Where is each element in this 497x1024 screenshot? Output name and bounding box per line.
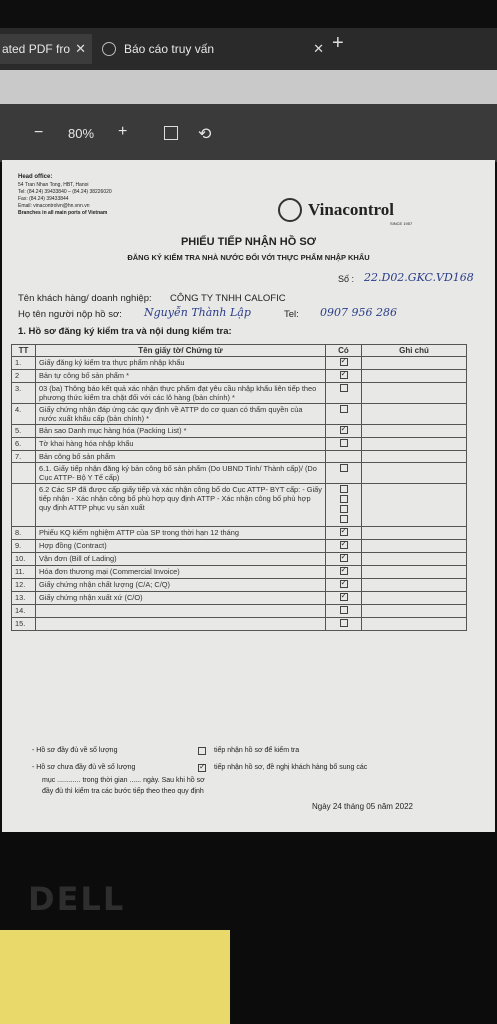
row-tt: 14. <box>12 605 36 618</box>
company-value: CÔNG TY TNHH CALOFIC <box>170 293 286 304</box>
checkbox[interactable] <box>340 528 348 536</box>
row-note <box>362 540 467 553</box>
globe-icon <box>102 42 116 56</box>
row-tt: 9. <box>12 540 36 553</box>
sticky-notes <box>0 930 230 1024</box>
row-co <box>326 579 362 592</box>
table-row <box>12 425 467 438</box>
fit-page-icon[interactable] <box>164 126 178 140</box>
table-row <box>12 451 467 463</box>
zoom-level: 80% <box>68 126 95 141</box>
pdf-toolbar <box>0 104 497 162</box>
row-co <box>326 527 362 540</box>
new-tab-button[interactable]: + <box>332 32 344 54</box>
row-note <box>362 370 467 383</box>
brand-name: Vinacontrol <box>308 200 394 219</box>
table-row <box>12 484 467 527</box>
so-label: Số : <box>338 274 355 284</box>
checkbox[interactable] <box>198 747 206 755</box>
row-tt: 7. <box>12 451 36 463</box>
col-tt: TT <box>12 345 36 357</box>
table-row <box>12 605 467 618</box>
row-note <box>362 553 467 566</box>
footer-line-2b: tiếp nhận hồ sơ, đề nghị khách hàng bổ sung các <box>214 764 368 771</box>
row-tt: 8. <box>12 527 36 540</box>
table-row <box>12 553 467 566</box>
row-doc-name: 6.1. Giấy tiếp nhận đăng ký bản công bố sản phẩm (Do UBND Tỉnh/ Thành cấp)/ (Do Cục ATTP- Bộ Y Tế cấp) <box>36 463 326 484</box>
row-note <box>362 527 467 540</box>
tab-bar <box>0 28 497 70</box>
checkbox[interactable] <box>340 541 348 549</box>
row-tt: 3. <box>12 383 36 404</box>
row-tt: 11. <box>12 566 36 579</box>
row-tt: 5. <box>12 425 36 438</box>
footer-line-3: mục ............ trong thời gian ...... ngày. Sau khi hồ sơ <box>42 777 205 784</box>
checkbox[interactable] <box>340 580 348 588</box>
checkbox[interactable] <box>340 426 348 434</box>
row-doc-name: Tờ khai hàng hóa nhập khẩu <box>36 438 326 451</box>
addr-line: Branches in all main ports of Vietnam <box>18 210 108 216</box>
row-tt: 13. <box>12 592 36 605</box>
checkbox[interactable] <box>340 439 348 447</box>
row-note <box>362 357 467 370</box>
tab-report-label: Báo cáo truy vấn <box>124 42 215 56</box>
table-row <box>12 618 467 631</box>
address-bar-area <box>0 70 497 104</box>
pdf-page <box>2 160 495 832</box>
row-tt: 4. <box>12 404 36 425</box>
section-1-heading: 1. Hồ sơ đăng ký kiểm tra và nội dung kiểm tra: <box>18 326 232 337</box>
row-co <box>326 404 362 425</box>
row-tt: 1. <box>12 357 36 370</box>
row-co <box>326 438 362 451</box>
checkbox[interactable] <box>340 515 348 523</box>
so-value: 22.D02.GKC.VD168 <box>364 271 474 284</box>
row-note <box>362 438 467 451</box>
table-row <box>12 579 467 592</box>
row-tt: 2 <box>12 370 36 383</box>
table-row <box>12 438 467 451</box>
checkbox[interactable] <box>340 464 348 472</box>
row-co <box>326 566 362 579</box>
row-doc-name: Phiếu KQ kiểm nghiệm ATTP của SP trong thời hạn 12 tháng <box>36 527 326 540</box>
checkbox[interactable] <box>340 606 348 614</box>
checkbox[interactable] <box>198 764 206 772</box>
tab-pdf[interactable] <box>0 34 92 64</box>
checkbox[interactable] <box>340 505 348 513</box>
table-row <box>12 540 467 553</box>
vinacontrol-logo-icon <box>278 198 302 222</box>
col-name: Tên giấy tờ/ Chứng từ <box>36 345 326 357</box>
row-doc-name: Giấy chứng nhận chất lượng (C/A; C/Q) <box>36 579 326 592</box>
documents-table <box>11 344 467 631</box>
row-co <box>326 605 362 618</box>
row-doc-name <box>36 605 326 618</box>
row-co <box>326 484 362 527</box>
row-doc-name: Giấy đăng ký kiểm tra thực phẩm nhập khẩu <box>36 357 326 370</box>
row-co <box>326 540 362 553</box>
row-co <box>326 370 362 383</box>
close-icon[interactable]: ✕ <box>75 41 86 56</box>
row-note <box>362 605 467 618</box>
row-note <box>362 404 467 425</box>
footer-line-1b: tiếp nhận hồ sơ để kiểm tra <box>214 747 300 754</box>
checkbox[interactable] <box>340 554 348 562</box>
table-row <box>12 463 467 484</box>
row-co <box>326 425 362 438</box>
row-tt: 6. <box>12 438 36 451</box>
zoom-in-button[interactable]: + <box>118 123 128 140</box>
checkbox[interactable] <box>340 358 348 366</box>
row-co <box>326 463 362 484</box>
row-doc-name: Bản sao Danh mục hàng hóa (Packing List) * <box>36 425 326 438</box>
row-doc-name <box>36 618 326 631</box>
checkbox[interactable] <box>340 371 348 379</box>
row-note <box>362 463 467 484</box>
tab-pdf-label: ated PDF fro <box>2 42 71 56</box>
checkbox[interactable] <box>340 384 348 392</box>
row-doc-name: Hợp đồng (Contract) <box>36 540 326 553</box>
addr-line: Tel: (84.24) 39433840 – (84.24) 38226020 <box>18 189 112 195</box>
date-line: Ngày 24 tháng 05 năm 2022 <box>312 802 413 811</box>
row-co <box>326 618 362 631</box>
row-co <box>326 592 362 605</box>
row-tt: 15. <box>12 618 36 631</box>
row-note <box>362 579 467 592</box>
tab-report[interactable] <box>96 34 330 64</box>
table-row <box>12 404 467 425</box>
row-tt: 12. <box>12 579 36 592</box>
row-tt <box>12 463 36 484</box>
row-tt <box>12 484 36 527</box>
footer-line-4: đầy đủ thì kiểm tra các bước tiếp theo theo quy định <box>42 788 204 795</box>
footer-line-1: - Hồ sơ đầy đủ về số lượng <box>32 747 118 754</box>
row-doc-name: Giấy chứng nhận đáp ứng các quy định về ATTP do cơ quan có thẩm quyền của nước xuất khẩu cấp (bản chính) * <box>36 404 326 425</box>
row-doc-name: Bản công bố sản phẩm <box>36 451 326 463</box>
checkbox[interactable] <box>340 405 348 413</box>
row-doc-name: Bản tự công bố sản phẩm * <box>36 370 326 383</box>
checkbox[interactable] <box>340 495 348 503</box>
close-icon[interactable]: ✕ <box>313 41 324 56</box>
tel-value: 0907 956 286 <box>320 306 397 319</box>
addr-line: Fax: (84.24) 39433844 <box>18 196 69 202</box>
table-row <box>12 592 467 605</box>
row-doc-name: Hóa đơn thương mại (Commercial Invoice) <box>36 566 326 579</box>
row-note <box>362 566 467 579</box>
row-doc-name: Giấy chứng nhận xuất xứ (C/O) <box>36 592 326 605</box>
row-co <box>326 553 362 566</box>
form-title: PHIẾU TIẾP NHẬN HỒ SƠ <box>180 236 317 248</box>
footer-line-2: - Hồ sơ chưa đầy đủ về số lượng <box>32 764 136 771</box>
rotate-icon[interactable]: ⟲ <box>198 126 212 143</box>
table-row <box>12 527 467 540</box>
row-note <box>362 618 467 631</box>
row-note <box>362 383 467 404</box>
form-subtitle: ĐĂNG KÝ KIỂM TRA NHÀ NƯỚC ĐỐI VỚI THỰC PHẨM NHẬP KHẨU <box>127 253 370 262</box>
checkbox[interactable] <box>340 485 348 493</box>
row-co <box>326 357 362 370</box>
col-note: Ghi chú <box>362 345 467 357</box>
tel-label: Tel: <box>284 309 299 320</box>
company-label: Tên khách hàng/ doanh nghiệp: <box>18 293 152 304</box>
row-note <box>362 425 467 438</box>
row-doc-name: 03 (ba) Thông báo kết quả xác nhận thực phẩm đạt yêu cầu nhập khẩu liên tiếp theo phương thức kiểm tra chặt đối với các lô hàng (bản chính) * <box>36 383 326 404</box>
head-office-label: Head office: <box>18 174 53 180</box>
person-label: Họ tên người nộp hồ sơ: <box>18 309 122 320</box>
addr-line: Email: vinacontrolvn@hn.vnn.vn <box>18 203 90 209</box>
zoom-out-button[interactable]: − <box>34 124 44 141</box>
dell-logo: DELL <box>28 880 126 918</box>
checkbox[interactable] <box>340 619 348 627</box>
addr-line: 54 Tran Nhan Tong, HBT, Hanoi <box>18 182 89 188</box>
brand-since: SINCE 1957 <box>390 221 413 226</box>
row-doc-name: 6.2 Các SP đã được cấp giấy tiếp và xác nhận công bố do Cục ATTP- BYT cấp: - Giấy tiếp nhận - Xác nhận công bố phù hợp quy định ATTP - Xác nhận công bố phù hợp quy định ATTP phục vụ sản xuất <box>36 484 326 527</box>
row-tt: 10. <box>12 553 36 566</box>
person-value: Nguyễn Thành Lập <box>144 306 251 319</box>
row-note <box>362 484 467 527</box>
row-note <box>362 592 467 605</box>
table-header <box>12 345 467 357</box>
checkbox[interactable] <box>340 593 348 601</box>
table-row <box>12 383 467 404</box>
table-row <box>12 370 467 383</box>
row-co <box>326 383 362 404</box>
row-note <box>362 451 467 463</box>
table-row <box>12 566 467 579</box>
checkbox[interactable] <box>340 567 348 575</box>
col-co: Có <box>326 345 362 357</box>
row-co <box>326 451 362 463</box>
table-row <box>12 357 467 370</box>
row-doc-name: Vận đơn (Bill of Lading) <box>36 553 326 566</box>
